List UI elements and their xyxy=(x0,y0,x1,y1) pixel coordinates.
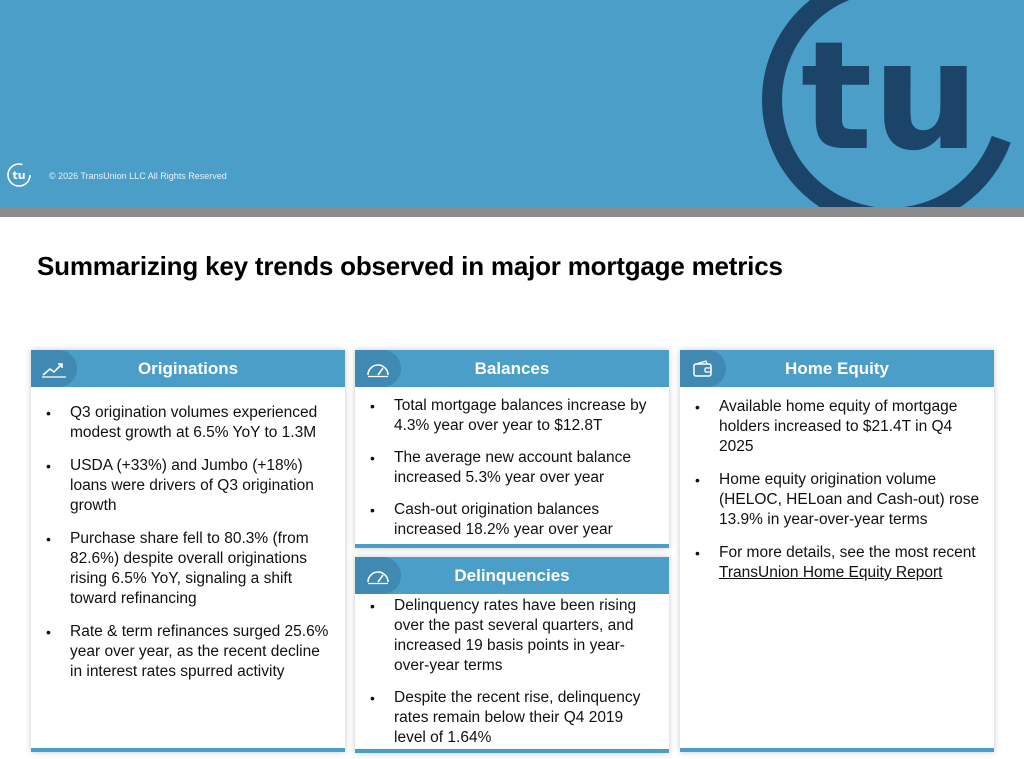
list-item: • The average new account balance increased 5.3% year over year xyxy=(355,448,669,488)
home-equity-header xyxy=(680,350,994,387)
list-item xyxy=(680,543,994,583)
list-item: • Rate & term refinances surged 25.6% year over year, as the recent decline in interest rates spurred activity xyxy=(31,622,345,682)
card-footer-bar xyxy=(31,748,345,752)
originations-title: Originations xyxy=(137,359,239,378)
card-footer-bar xyxy=(355,749,669,753)
balances-card xyxy=(355,350,669,548)
list-item: • Q3 origination volumes experienced modest growth at 6.5% YoY to 1.3M xyxy=(31,403,345,443)
delinquencies-header xyxy=(355,557,669,594)
copyright-text: © 2026 TransUnion LLC All Rights Reserved xyxy=(49,171,227,181)
list-item: • Cash-out origination balances increased 18.2% year over year xyxy=(355,500,669,540)
gauge-icon xyxy=(355,350,401,387)
list-item: • Delinquency rates have been rising over the past several quarters, and increased 19 basis points in year-over-year terms xyxy=(355,596,669,676)
originations-header xyxy=(31,350,345,387)
transunion-logo xyxy=(740,0,1024,207)
transunion-small-logo xyxy=(6,162,32,188)
more-details-text: For more details, see the most recent xyxy=(719,544,976,561)
delinquencies-title: Delinquencies xyxy=(454,566,570,585)
logo-text: tu xyxy=(800,10,980,184)
delinquencies-card xyxy=(355,557,669,753)
list-item: • Total mortgage balances increase by 4.3% year over year to $12.8T xyxy=(355,396,669,436)
originations-card xyxy=(31,350,345,752)
page-title: Summarizing key trends observed in major mortgage metrics xyxy=(37,251,783,281)
list-item: • Despite the recent rise, delinquency rates remain below their Q4 2019 level of 1.64% xyxy=(355,688,669,748)
home-equity-report-link[interactable]: TransUnion Home Equity Report xyxy=(719,564,943,581)
header-divider xyxy=(0,207,1024,217)
list-item: • USDA (+33%) and Jumbo (+18%) loans were drivers of Q3 origination growth xyxy=(31,456,345,516)
card-footer-bar xyxy=(680,748,994,752)
wallet-icon xyxy=(680,350,726,387)
trend-line-icon xyxy=(31,350,77,387)
list-item: • Available home equity of mortgage holders increased to $21.4T in Q4 2025 xyxy=(680,397,994,457)
list-item: • Home equity origination volume (HELOC, HELoan and Cash-out) rose 13.9% in year-over-year terms xyxy=(680,470,994,530)
home-equity-title: Home Equity xyxy=(785,359,889,378)
balances-title: Balances xyxy=(474,359,550,378)
header-banner xyxy=(0,0,1024,207)
balances-header xyxy=(355,350,669,387)
gauge-icon xyxy=(355,557,401,594)
home-equity-card xyxy=(680,350,994,752)
card-footer-bar xyxy=(355,544,669,548)
svg-text:tu: tu xyxy=(12,169,26,182)
list-item: • Purchase share fell to 80.3% (from 82.6%) despite overall originations rising 6.5% YoY, signaling a shift toward refinancing xyxy=(31,529,345,609)
